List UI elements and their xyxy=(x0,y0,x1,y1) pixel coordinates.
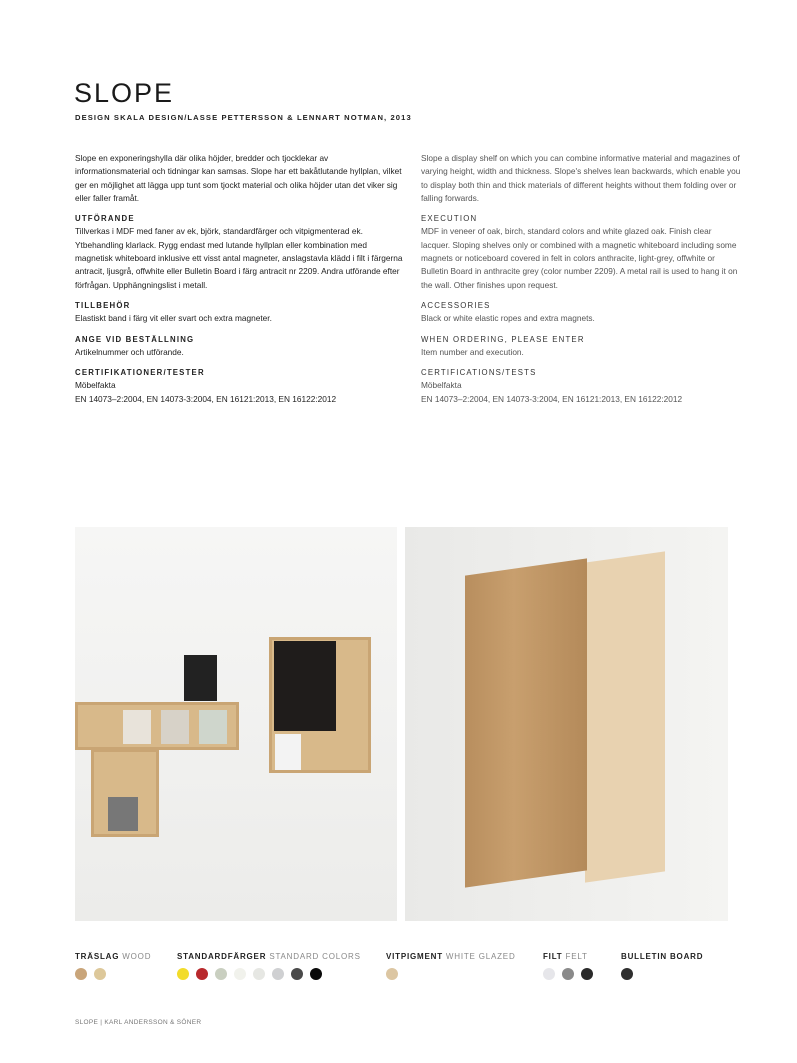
section-ordering-sv: ANGE VID BESTÄLLNING Artikelnummer och utförande. xyxy=(75,334,195,357)
shelf-interior xyxy=(585,551,665,882)
product-photo-wall-arrangement xyxy=(75,527,397,921)
color-swatch xyxy=(562,968,574,980)
color-swatch xyxy=(75,968,87,980)
finish-standard-label: STANDARDFÄRGER STANDARD COLORS xyxy=(177,952,361,961)
swatches-standard xyxy=(177,968,322,980)
color-swatch xyxy=(215,968,227,980)
section-ordering-en: WHEN ORDERING, PLEASE ENTER Item number and execution. xyxy=(421,334,585,357)
swatches-wood xyxy=(75,968,106,980)
color-swatch xyxy=(234,968,246,980)
designer-subtitle: DESIGN SKALA DESIGN/LASSE PETTERSSON & LENNART NOTMAN, 2013 xyxy=(75,113,412,122)
section-accessories-en: ACCESSORIES Black or white elastic ropes and extra magnets. xyxy=(421,300,595,324)
swedish-column xyxy=(75,152,405,406)
english-column xyxy=(421,152,741,406)
color-swatch xyxy=(386,968,398,980)
swatches-bulletin xyxy=(621,968,633,980)
finish-wood-label: TRÄSLAG WOOD xyxy=(75,952,152,961)
page-title: SLOPE xyxy=(74,78,175,108)
color-swatch xyxy=(621,968,633,980)
section-accessories-sv: TILLBEHÖR Elastiskt band i färg vit eller svart och extra magneter. xyxy=(75,300,272,324)
color-swatch xyxy=(291,968,303,980)
intro-sv: Slope en exponeringshylla där olika höjder, bredder och tjocklekar av informationsmaterial och tidningar kan samsas. Slope har ett bakåtlutande hyllplan, vilket ger en möjlighet att lägga upp tunt som tjockt material och olika höjder utan det viker sig eller faller framåt. xyxy=(75,153,402,203)
color-swatch xyxy=(543,968,555,980)
magazine xyxy=(108,797,138,831)
magazine xyxy=(123,710,151,744)
section-certs-sv: CERTIFIKATIONER/TESTER Möbelfakta EN 14073–2:2004, EN 14073-3:2004, EN 16121:2013, EN 16122:2012 xyxy=(75,368,337,404)
section-execution-sv: UTFÖRANDE Tillverkas i MDF med faner av ek, björk, standardfärger och vitpigmenterad ek. Ytbehandling klarlack. Rygg endast med lutande hyllplan eller kombination med magnetisk whiteboard inklusive ett visst antal magneter, anslagstavla klädd i filt i färgerna antracit, ljusgrå, offwhite eller Bulletin Board i färg antracit nr 2209. Andra utförande efter förfrågan. Upphängningslist i metall. xyxy=(75,214,403,290)
oak-shelf-side xyxy=(465,558,587,887)
color-swatch xyxy=(253,968,265,980)
color-swatch xyxy=(196,968,208,980)
magazine xyxy=(161,710,189,744)
color-swatch xyxy=(177,968,189,980)
swatches-white-glazed xyxy=(386,968,398,980)
swatches-felt xyxy=(543,968,593,980)
paper xyxy=(275,734,301,770)
color-swatch xyxy=(310,968,322,980)
color-swatch xyxy=(94,968,106,980)
magnetic-board xyxy=(274,641,336,731)
color-swatch xyxy=(272,968,284,980)
finish-felt-label: FILT FELT xyxy=(543,952,588,961)
intro-en: Slope a display shelf on which you can combine informative material and magazines of varying height, width and thickness. Slope's shelves lean backwards, which enable you to display both thin and thick materials of different heights without them folding over or falling forwards. xyxy=(421,153,741,203)
color-swatch xyxy=(581,968,593,980)
magazine xyxy=(199,710,227,744)
section-certs-en: CERTIFICATIONS/TESTS Möbelfakta EN 14073–2:2004, EN 14073-3:2004, EN 16121:2013, EN 16122:2012 xyxy=(421,368,683,404)
section-execution-en: EXECUTION MDF in veneer of oak, birch, standard colors and white glazed oak. Finish clear lacquer. Sloping shelves only or combined with a magnetic whiteboard including some magnets or noticeboard covered in felt in colors anthracite, light-grey, offwhite or Bulletin Board in anthracite grey (color number 2209). A metal rail is used to hang it on the wall. Other finishes upon request. xyxy=(421,214,738,290)
product-photo-closeup xyxy=(405,527,728,921)
finish-white-glazed-label: VITPIGMENT WHITE GLAZED xyxy=(386,952,516,961)
footer: SLOPE | KARL ANDERSSON & SÖNER xyxy=(75,1019,202,1026)
finish-bulletin-label: BULLETIN BOARD xyxy=(621,952,704,961)
magazine-holder-black xyxy=(184,655,217,701)
